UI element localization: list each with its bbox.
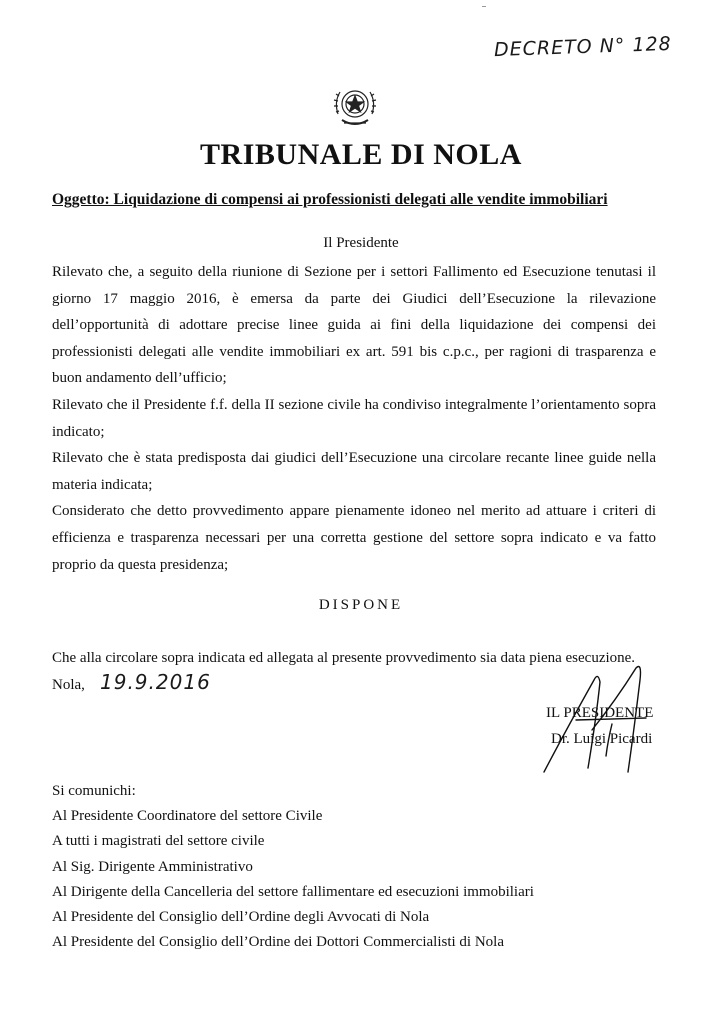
court-title: TRIBUNALE DI NOLA <box>200 138 522 171</box>
subject-line: Oggetto: Liquidazione di compensi ai professionisti delegati alle vendite immobiliari <box>52 191 608 208</box>
recipient-item: Al Dirigente della Cancelleria del settore fallimentare ed esecuzioni immobiliari <box>52 883 534 900</box>
signature-name: Dr. Luigi Picardi <box>551 731 653 747</box>
execution-line: Che alla circolare sopra indicata ed allegata al presente provvedimento sia data piena esecuzione. <box>52 650 636 666</box>
communications-section <box>52 779 534 955</box>
italian-republic-emblem-icon <box>330 84 380 130</box>
handwritten-date: 19.9.2016 <box>100 670 211 694</box>
scan-mark <box>482 6 486 7</box>
recipient-item: A tutti i magistrati del settore civile <box>52 833 265 850</box>
addressee-heading: Il Presidente <box>323 235 399 251</box>
recipient-item: Al Presidente del Consiglio dell’Ordine dei Dottori Commercialisti di Nola <box>52 934 505 951</box>
communications-heading: Si comunichi: <box>52 783 136 799</box>
signature-title: IL PRESIDENTE <box>546 705 654 721</box>
body-paragraph: Rilevato che, a seguito della riunione di Sezione per i settori Fallimento ed Esecuzione tenutasi il giorno 17 maggio 2016, è emersa da parte dei Giudici dell’Esecuzione la rilevazione dell’opportunità di adottare precise linee guida ai fini della liquidazione dei compensi dei professionisti delegati alle vendite immobiliari ex art. 591 bis c.p.c., per ragioni di trasparenza e buon andamento dell’ufficio; <box>52 264 656 387</box>
document-body <box>52 259 656 578</box>
recipient-item: Al Sig. Dirigente Amministrativo <box>52 858 253 875</box>
place-label: Nola, <box>52 677 85 693</box>
body-paragraph: Rilevato che il Presidente f.f. della II sezione civile ha condiviso integralmente l’orientamento sopra indicato; <box>52 396 656 440</box>
body-paragraph: Considerato che detto provvedimento appare pienamente idoneo nel merito ad attuare i criteri di efficienza e trasparenza necessari per una corretta gestione del settore sopra indicato e va fatto proprio da questa presidenza; <box>52 503 656 573</box>
handwritten-decree-number: DECRETO N° 128 <box>493 32 673 62</box>
body-paragraph: Rilevato che è stata predisposta dai giudici dell’Esecuzione una circolare recante linee guide nella materia indicata; <box>52 450 656 493</box>
recipient-item: Al Presidente del Consiglio dell’Ordine degli Avvocati di Nola <box>52 909 430 926</box>
recipient-item: Al Presidente Coordinatore del settore Civile <box>52 808 323 825</box>
dispone-heading: DISPONE <box>318 597 404 613</box>
handwritten-signature-icon <box>536 660 666 780</box>
